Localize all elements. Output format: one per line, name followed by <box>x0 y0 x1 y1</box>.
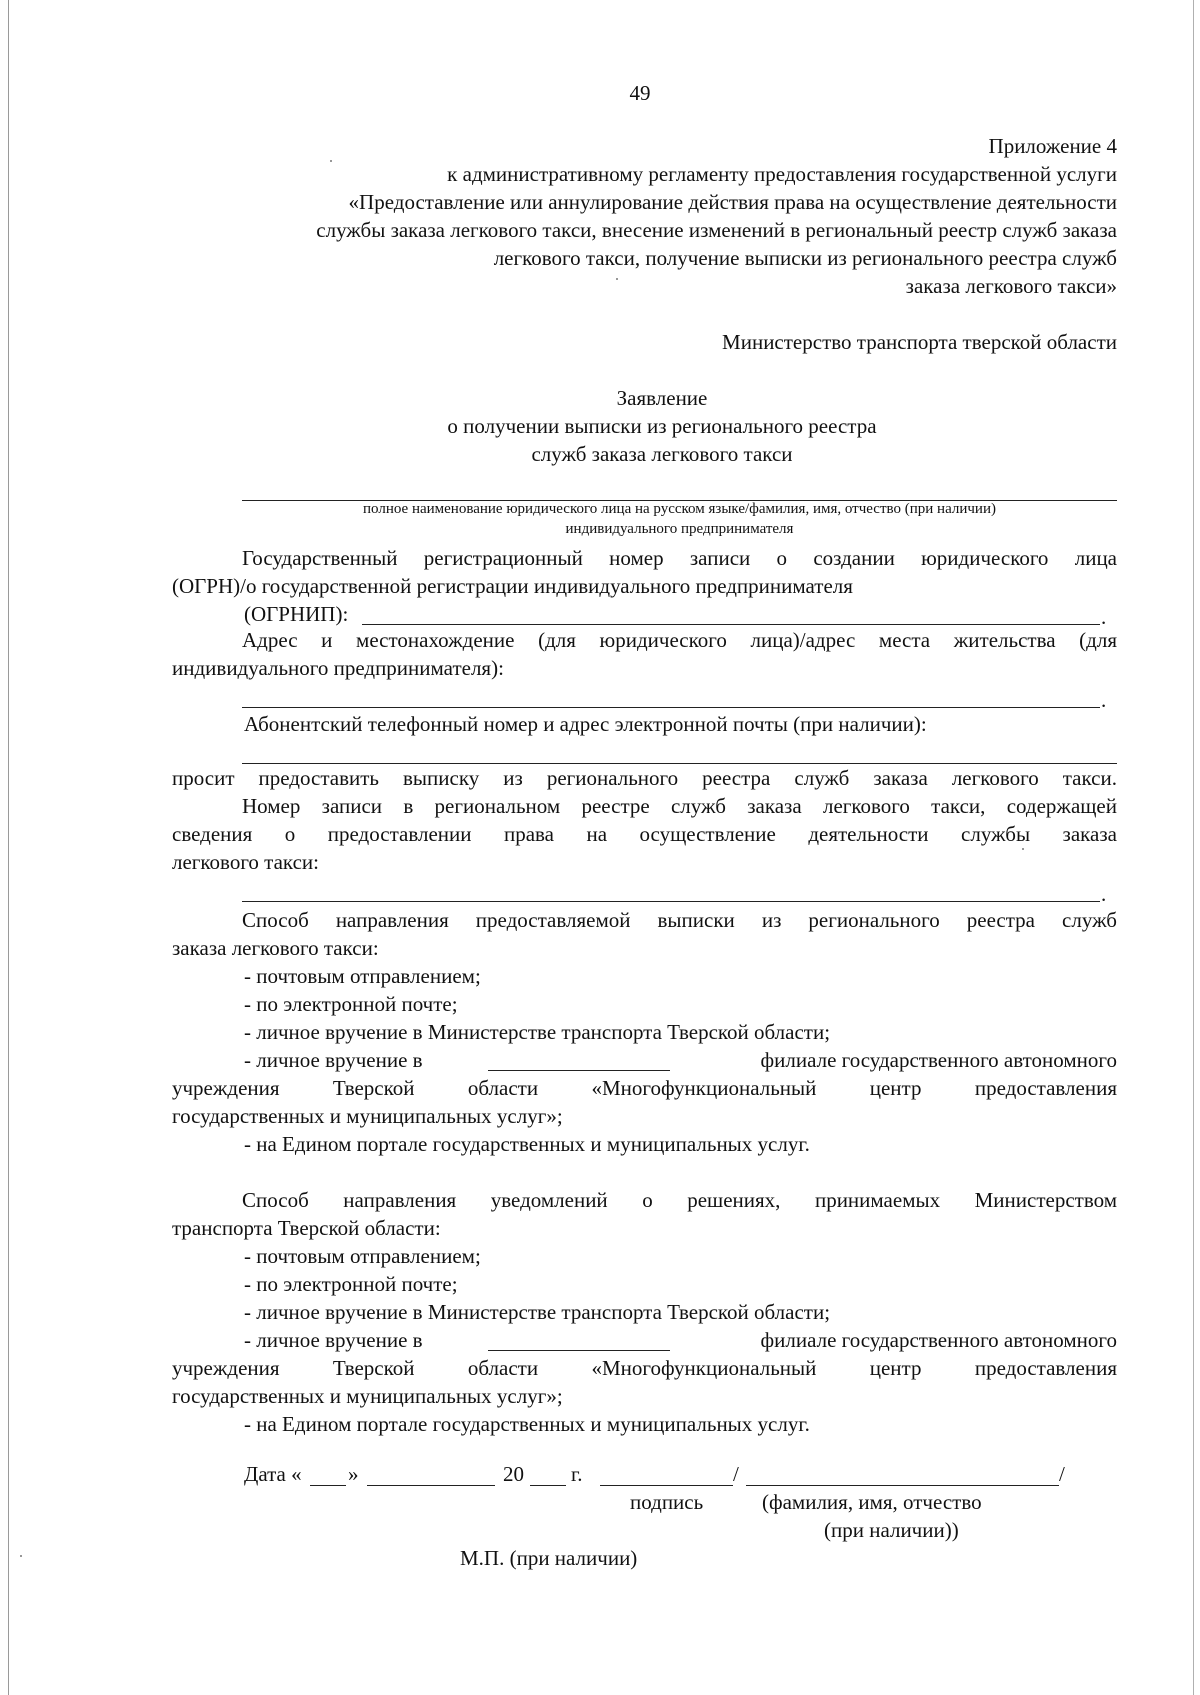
notification-mfc-branch-line <box>488 1350 670 1351</box>
notification-option-portal: - на Едином портале государственных и муниципальных услуг. <box>244 1412 810 1436</box>
statement-title: Заявление <box>616 386 708 410</box>
delivery-method-intro: заказа легкового такси: <box>172 936 379 960</box>
header-line: заказа легкового такси» <box>905 274 1117 298</box>
delivery-option-ministry: - личное вручение в Министерстве транспорта Тверской области; <box>244 1020 831 1044</box>
ogrnip-label: (ОГРНИП): <box>244 602 349 626</box>
statement-subtitle: о получении выписки из регионального реестра <box>447 414 877 438</box>
stamp-placeholder: М.П. (при наличии) <box>460 1546 638 1570</box>
address-period: . <box>1101 688 1107 712</box>
header-line: службы заказа легкового такси, внесение изменений в региональный реестр служб заказа <box>316 218 1117 242</box>
full-name-slash: / <box>1059 1462 1065 1486</box>
delivery-option-email: - по электронной почте; <box>244 992 458 1016</box>
header-line: «Предоставление или аннулирование действия права на осуществление деятельности <box>348 190 1117 214</box>
phone-email-label: Абонентский телефонный номер и адрес электронной почты (при наличии): <box>244 712 927 736</box>
addressee: Министерство транспорта тверской области <box>722 330 1117 354</box>
delivery-mfc-branch-line <box>488 1070 670 1071</box>
applicant-name-caption: полное наименование юридического лица на русском языке/фамилия, имя, отчество (при наличии) <box>363 501 996 517</box>
full-name-line <box>746 1485 1059 1486</box>
request-text: просит предоставить выписку из регионального реестра служб заказа легкового такси. <box>172 766 1117 790</box>
signature-line <box>600 1485 733 1486</box>
delivery-option-mfc: государственных и муниципальных услуг»; <box>172 1104 563 1128</box>
date-label: Дата « <box>244 1462 302 1486</box>
notification-option-mfc: государственных и муниципальных услуг»; <box>172 1384 563 1408</box>
date-year-suffix: г. <box>571 1462 583 1486</box>
address-input-line <box>242 707 1100 708</box>
header-line: легкового такси, получение выписки из регионального реестра служб <box>493 246 1117 270</box>
address-label: индивидуального предпринимателя): <box>172 656 504 680</box>
ogrn-period: . <box>1101 605 1107 629</box>
delivery-method-intro: Способ направления предоставляемой выписки из регионального реестра служб <box>242 908 1117 932</box>
date-month-line <box>367 1485 495 1486</box>
scan-speck <box>20 1555 22 1557</box>
delivery-option-mail: - почтовым отправлением; <box>244 964 481 988</box>
record-number-input-line <box>242 901 1100 902</box>
date-year-prefix: 20 <box>503 1462 524 1486</box>
notification-option-email: - по электронной почте; <box>244 1272 458 1296</box>
record-number-label: Номер записи в региональном реестре служб заказа легкового такси, содержащей <box>242 794 1117 818</box>
header-line: к административному регламенту предоставления государственной услуги <box>447 162 1117 186</box>
delivery-option-mfc: филиале государственного автономного <box>760 1048 1117 1072</box>
full-name-caption: (при наличии)) <box>824 1518 959 1542</box>
ogrn-label: (ОГРН)/о государственной регистрации индивидуального предпринимателя <box>172 574 853 598</box>
notification-option-mail: - почтовым отправлением; <box>244 1244 481 1268</box>
notification-method-intro: транспорта Тверской области: <box>172 1216 441 1240</box>
record-number-label: легкового такси: <box>172 850 319 874</box>
signature-caption: подпись <box>630 1490 704 1514</box>
signature-slash: / <box>733 1462 739 1486</box>
delivery-option-mfc: учреждения Тверской области «Многофункциональный центр предоставления <box>172 1076 1117 1100</box>
page-number: 49 <box>629 81 651 105</box>
full-name-caption: (фамилия, имя, отчество <box>762 1490 982 1514</box>
ogrn-input-line <box>362 624 1100 625</box>
scan-speck <box>1022 848 1024 850</box>
phone-email-input-line <box>242 763 1117 764</box>
scan-edge-right <box>1193 0 1194 1695</box>
address-label: Адрес и местонахождение (для юридического лица)/адрес места жительства (для <box>242 628 1117 652</box>
applicant-name-caption: индивидуального предпринимателя <box>565 521 794 537</box>
notification-method-intro: Способ направления уведомлений о решениях, принимаемых Министерством <box>242 1188 1117 1212</box>
date-day-line <box>310 1485 346 1486</box>
notification-option-mfc: филиале государственного автономного <box>760 1328 1117 1352</box>
date-day-close: » <box>348 1462 359 1486</box>
record-number-label: сведения о предоставлении права на осуществление деятельности службы заказа <box>172 822 1117 846</box>
notification-option-mfc: - личное вручение в <box>244 1328 423 1352</box>
date-year-line <box>530 1485 566 1486</box>
notification-option-mfc: учреждения Тверской области «Многофункциональный центр предоставления <box>172 1356 1117 1380</box>
appendix-title: Приложение 4 <box>988 134 1117 158</box>
delivery-option-portal: - на Едином портале государственных и муниципальных услуг. <box>244 1132 810 1156</box>
scan-edge-left <box>8 0 9 1695</box>
delivery-option-mfc: - личное вручение в <box>244 1048 423 1072</box>
notification-option-ministry: - личное вручение в Министерстве транспорта Тверской области; <box>244 1300 831 1324</box>
record-period: . <box>1101 882 1107 906</box>
statement-subtitle: служб заказа легкового такси <box>531 442 793 466</box>
ogrn-label: Государственный регистрационный номер записи о создании юридического лица <box>242 546 1117 570</box>
